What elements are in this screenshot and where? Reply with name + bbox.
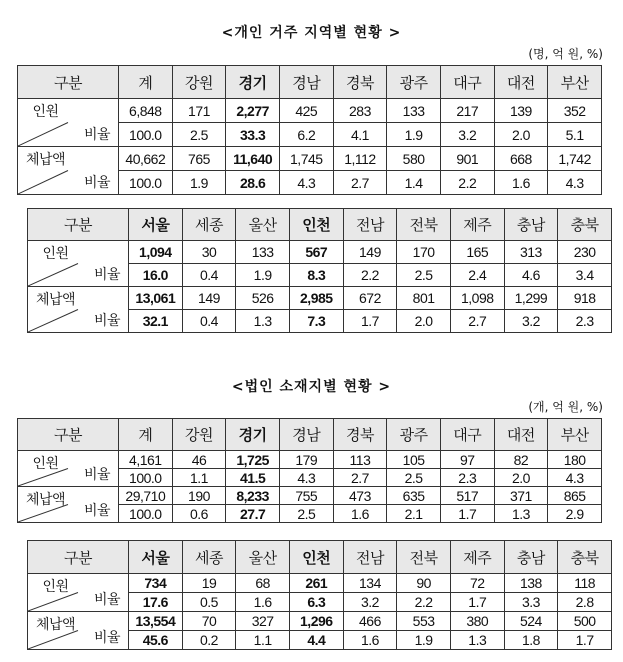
ratio-cell: 0.6: [172, 505, 226, 523]
ratio-cell: 5.1: [548, 123, 602, 147]
table-row: [18, 147, 602, 171]
row-sublabel: 비율: [83, 466, 110, 482]
ratio-cell: 1.3: [236, 310, 290, 333]
value-cell: 2,277: [226, 99, 280, 123]
table-row: [18, 99, 602, 123]
value-cell: 179: [279, 451, 333, 469]
value-cell: 134: [343, 574, 397, 593]
value-cell: 180: [548, 451, 602, 469]
value-cell: 46: [172, 451, 226, 469]
ratio-cell: 1.9: [172, 171, 226, 195]
value-cell: 1,745: [279, 147, 333, 171]
column-header: 인천: [289, 541, 343, 574]
column-header: 충남: [504, 209, 558, 241]
value-cell: 1,098: [450, 287, 504, 310]
ratio-cell: 2.5: [397, 264, 451, 287]
row-label: 체납액: [25, 491, 66, 507]
row-label: 체납액: [35, 616, 76, 632]
ratio-cell: 1.1: [236, 631, 290, 650]
value-cell: 230: [558, 241, 612, 264]
ratio-cell: 4.3: [548, 171, 602, 195]
ratio-cell: 1.7: [440, 505, 494, 523]
value-cell: 755: [279, 487, 333, 505]
column-header: 경남: [279, 419, 333, 451]
ratio-cell: 4.3: [279, 469, 333, 487]
value-cell: 765: [172, 147, 226, 171]
ratio-cell: 4.6: [504, 264, 558, 287]
column-header: 계: [119, 66, 173, 99]
ratio-cell: 2.7: [333, 469, 387, 487]
value-cell: 72: [450, 574, 504, 593]
value-cell: 1,112: [333, 147, 387, 171]
value-cell: 865: [548, 487, 602, 505]
ratio-cell: 1.1: [172, 469, 226, 487]
table-row: [18, 487, 602, 505]
header-row: [28, 541, 612, 574]
ratio-cell: 2.2: [397, 593, 451, 612]
column-header: 전남: [343, 209, 397, 241]
value-cell: 40,662: [119, 147, 173, 171]
value-cell: 352: [548, 99, 602, 123]
row-sublabel: 비율: [83, 126, 110, 142]
column-header: 경북: [333, 419, 387, 451]
ratio-cell: 100.0: [119, 505, 173, 523]
column-header: 인천: [289, 209, 343, 241]
value-cell: 524: [504, 612, 558, 631]
individual-table-1: [17, 65, 602, 195]
ratio-cell: 7.3: [289, 310, 343, 333]
corporate-table-1: [17, 418, 602, 523]
value-cell: 118: [558, 574, 612, 593]
ratio-cell: 41.5: [226, 469, 280, 487]
row-sublabel: 비율: [93, 591, 120, 607]
ratio-cell: 6.3: [289, 593, 343, 612]
column-header: 대전: [494, 419, 548, 451]
value-cell: 165: [450, 241, 504, 264]
ratio-cell: 1.9: [236, 264, 290, 287]
ratio-cell: 2.3: [558, 310, 612, 333]
value-cell: 82: [494, 451, 548, 469]
ratio-cell: 1.7: [343, 310, 397, 333]
value-cell: 553: [397, 612, 451, 631]
value-cell: 4,161: [119, 451, 173, 469]
ratio-cell: 1.7: [450, 593, 504, 612]
ratio-cell: 16.0: [129, 264, 183, 287]
column-header: 대구: [440, 419, 494, 451]
ratio-cell: 3.2: [504, 310, 558, 333]
ratio-cell: 1.7: [558, 631, 612, 650]
ratio-cell: 1.9: [397, 631, 451, 650]
value-cell: 8,233: [226, 487, 280, 505]
value-cell: 1,725: [226, 451, 280, 469]
row-sublabel: 비율: [83, 174, 110, 190]
header-row: [18, 66, 602, 99]
value-cell: 283: [333, 99, 387, 123]
column-header: 대구: [440, 66, 494, 99]
column-header: 강원: [172, 419, 226, 451]
column-header: 전남: [343, 541, 397, 574]
value-cell: 901: [440, 147, 494, 171]
value-cell: 1,742: [548, 147, 602, 171]
column-header: 강원: [172, 66, 226, 99]
corporate-table-2: [27, 540, 612, 650]
value-cell: 133: [387, 99, 441, 123]
column-header: 울산: [236, 541, 290, 574]
value-cell: 30: [182, 241, 236, 264]
ratio-cell: 2.7: [333, 171, 387, 195]
column-header: 계: [119, 419, 173, 451]
value-cell: 97: [440, 451, 494, 469]
row-label: 인원: [42, 245, 69, 261]
ratio-cell: 1.3: [494, 505, 548, 523]
ratio-cell: 17.6: [129, 593, 183, 612]
individual-table-2: [27, 208, 612, 333]
column-header: 전북: [397, 541, 451, 574]
column-header: 대전: [494, 66, 548, 99]
value-cell: 327: [236, 612, 290, 631]
ratio-cell: 2.0: [397, 310, 451, 333]
column-header: 광주: [387, 66, 441, 99]
ratio-cell: 100.0: [119, 469, 173, 487]
row-label-cell: [18, 487, 119, 523]
unit-label-corporate: (개, 억 원, %): [528, 400, 603, 414]
ratio-cell: 33.3: [226, 123, 280, 147]
column-header: 부산: [548, 419, 602, 451]
table-row: [18, 451, 602, 469]
column-header: 세종: [182, 541, 236, 574]
value-cell: 19: [182, 574, 236, 593]
column-header: 경기: [226, 66, 280, 99]
column-header: 울산: [236, 209, 290, 241]
column-header: 서울: [129, 209, 183, 241]
ratio-cell: 0.2: [182, 631, 236, 650]
value-cell: 1,094: [129, 241, 183, 264]
ratio-cell: 4.3: [279, 171, 333, 195]
column-header: 전북: [397, 209, 451, 241]
ratio-cell: 0.4: [182, 264, 236, 287]
ratio-cell: 2.0: [494, 469, 548, 487]
ratio-cell: 1.9: [387, 123, 441, 147]
section-title-corporate: <법인 소재지별 현황 >: [231, 379, 392, 395]
ratio-cell: 27.7: [226, 505, 280, 523]
value-cell: 133: [236, 241, 290, 264]
column-header: 광주: [387, 419, 441, 451]
row-label-cell: [18, 147, 119, 195]
value-cell: 70: [182, 612, 236, 631]
value-cell: 139: [494, 99, 548, 123]
value-cell: 13,554: [129, 612, 183, 631]
column-header: 충북: [558, 209, 612, 241]
value-cell: 672: [343, 287, 397, 310]
value-cell: 1,296: [289, 612, 343, 631]
ratio-cell: 1.6: [236, 593, 290, 612]
ratio-cell: 1.4: [387, 171, 441, 195]
value-cell: 170: [397, 241, 451, 264]
ratio-cell: 2.5: [172, 123, 226, 147]
value-cell: 380: [450, 612, 504, 631]
value-cell: 466: [343, 612, 397, 631]
value-cell: 68: [236, 574, 290, 593]
ratio-cell: 2.2: [343, 264, 397, 287]
value-cell: 13,061: [129, 287, 183, 310]
value-cell: 635: [387, 487, 441, 505]
column-header: 서울: [129, 541, 183, 574]
ratio-cell: 4.3: [548, 469, 602, 487]
value-cell: 90: [397, 574, 451, 593]
ratio-cell: 100.0: [119, 123, 173, 147]
row-label: 인원: [32, 455, 59, 471]
row-label-cell: [28, 574, 129, 612]
ratio-cell: 0.4: [182, 310, 236, 333]
column-header: 세종: [182, 209, 236, 241]
row-sublabel: 비율: [93, 629, 120, 645]
value-cell: 105: [387, 451, 441, 469]
ratio-cell: 2.2: [440, 171, 494, 195]
ratio-cell: 2.9: [548, 505, 602, 523]
ratio-cell: 1.3: [450, 631, 504, 650]
value-cell: 6,848: [119, 99, 173, 123]
column-header: 제주: [450, 541, 504, 574]
header-row: [18, 419, 602, 451]
value-cell: 138: [504, 574, 558, 593]
value-cell: 11,640: [226, 147, 280, 171]
row-label: 체납액: [25, 151, 66, 167]
value-cell: 801: [397, 287, 451, 310]
ratio-cell: 2.0: [494, 123, 548, 147]
table-row: [28, 241, 612, 264]
value-cell: 371: [494, 487, 548, 505]
column-header: 구분: [18, 66, 119, 99]
ratio-cell: 8.3: [289, 264, 343, 287]
column-header: 경남: [279, 66, 333, 99]
value-cell: 261: [289, 574, 343, 593]
ratio-cell: 45.6: [129, 631, 183, 650]
ratio-cell: 4.1: [333, 123, 387, 147]
table-row: [28, 612, 612, 631]
ratio-cell: 3.2: [440, 123, 494, 147]
row-label: 체납액: [35, 291, 76, 307]
ratio-cell: 1.6: [333, 505, 387, 523]
value-cell: 149: [182, 287, 236, 310]
value-cell: 171: [172, 99, 226, 123]
ratio-cell: 2.1: [387, 505, 441, 523]
value-cell: 500: [558, 612, 612, 631]
column-header: 경북: [333, 66, 387, 99]
value-cell: 1,299: [504, 287, 558, 310]
column-header: 충남: [504, 541, 558, 574]
column-header: 충북: [558, 541, 612, 574]
ratio-cell: 1.6: [494, 171, 548, 195]
ratio-cell: 2.8: [558, 593, 612, 612]
row-sublabel: 비율: [93, 266, 120, 282]
ratio-cell: 32.1: [129, 310, 183, 333]
ratio-cell: 2.5: [279, 505, 333, 523]
row-label-cell: [28, 612, 129, 650]
ratio-cell: 2.3: [440, 469, 494, 487]
value-cell: 2,985: [289, 287, 343, 310]
ratio-cell: 6.2: [279, 123, 333, 147]
column-header: 구분: [28, 541, 129, 574]
value-cell: 29,710: [119, 487, 173, 505]
section-title-individual: <개인 거주 지역별 현황 >: [221, 25, 402, 41]
column-header: 구분: [18, 419, 119, 451]
ratio-cell: 0.5: [182, 593, 236, 612]
value-cell: 425: [279, 99, 333, 123]
row-label-cell: [18, 99, 119, 147]
ratio-cell: 3.3: [504, 593, 558, 612]
ratio-cell: 2.4: [450, 264, 504, 287]
column-header: 구분: [28, 209, 129, 241]
row-label: 인원: [42, 578, 69, 594]
column-header: 경기: [226, 419, 280, 451]
value-cell: 526: [236, 287, 290, 310]
value-cell: 149: [343, 241, 397, 264]
column-header: 부산: [548, 66, 602, 99]
table-row: [28, 574, 612, 593]
value-cell: 567: [289, 241, 343, 264]
value-cell: 313: [504, 241, 558, 264]
ratio-cell: 28.6: [226, 171, 280, 195]
value-cell: 517: [440, 487, 494, 505]
ratio-cell: 4.4: [289, 631, 343, 650]
row-label: 인원: [32, 103, 59, 119]
ratio-cell: 1.6: [343, 631, 397, 650]
row-label-cell: [28, 241, 129, 287]
ratio-cell: 2.7: [450, 310, 504, 333]
row-sublabel: 비율: [93, 312, 120, 328]
row-sublabel: 비율: [83, 502, 110, 518]
value-cell: 734: [129, 574, 183, 593]
ratio-cell: 1.8: [504, 631, 558, 650]
value-cell: 580: [387, 147, 441, 171]
value-cell: 668: [494, 147, 548, 171]
row-label-cell: [18, 451, 119, 487]
row-label-cell: [28, 287, 129, 333]
value-cell: 217: [440, 99, 494, 123]
value-cell: 113: [333, 451, 387, 469]
unit-label-individual: (명, 억 원, %): [528, 47, 603, 61]
value-cell: 918: [558, 287, 612, 310]
ratio-cell: 2.5: [387, 469, 441, 487]
table-row: [28, 287, 612, 310]
value-cell: 190: [172, 487, 226, 505]
ratio-cell: 100.0: [119, 171, 173, 195]
ratio-cell: 3.4: [558, 264, 612, 287]
column-header: 제주: [450, 209, 504, 241]
ratio-cell: 3.2: [343, 593, 397, 612]
value-cell: 473: [333, 487, 387, 505]
header-row: [28, 209, 612, 241]
